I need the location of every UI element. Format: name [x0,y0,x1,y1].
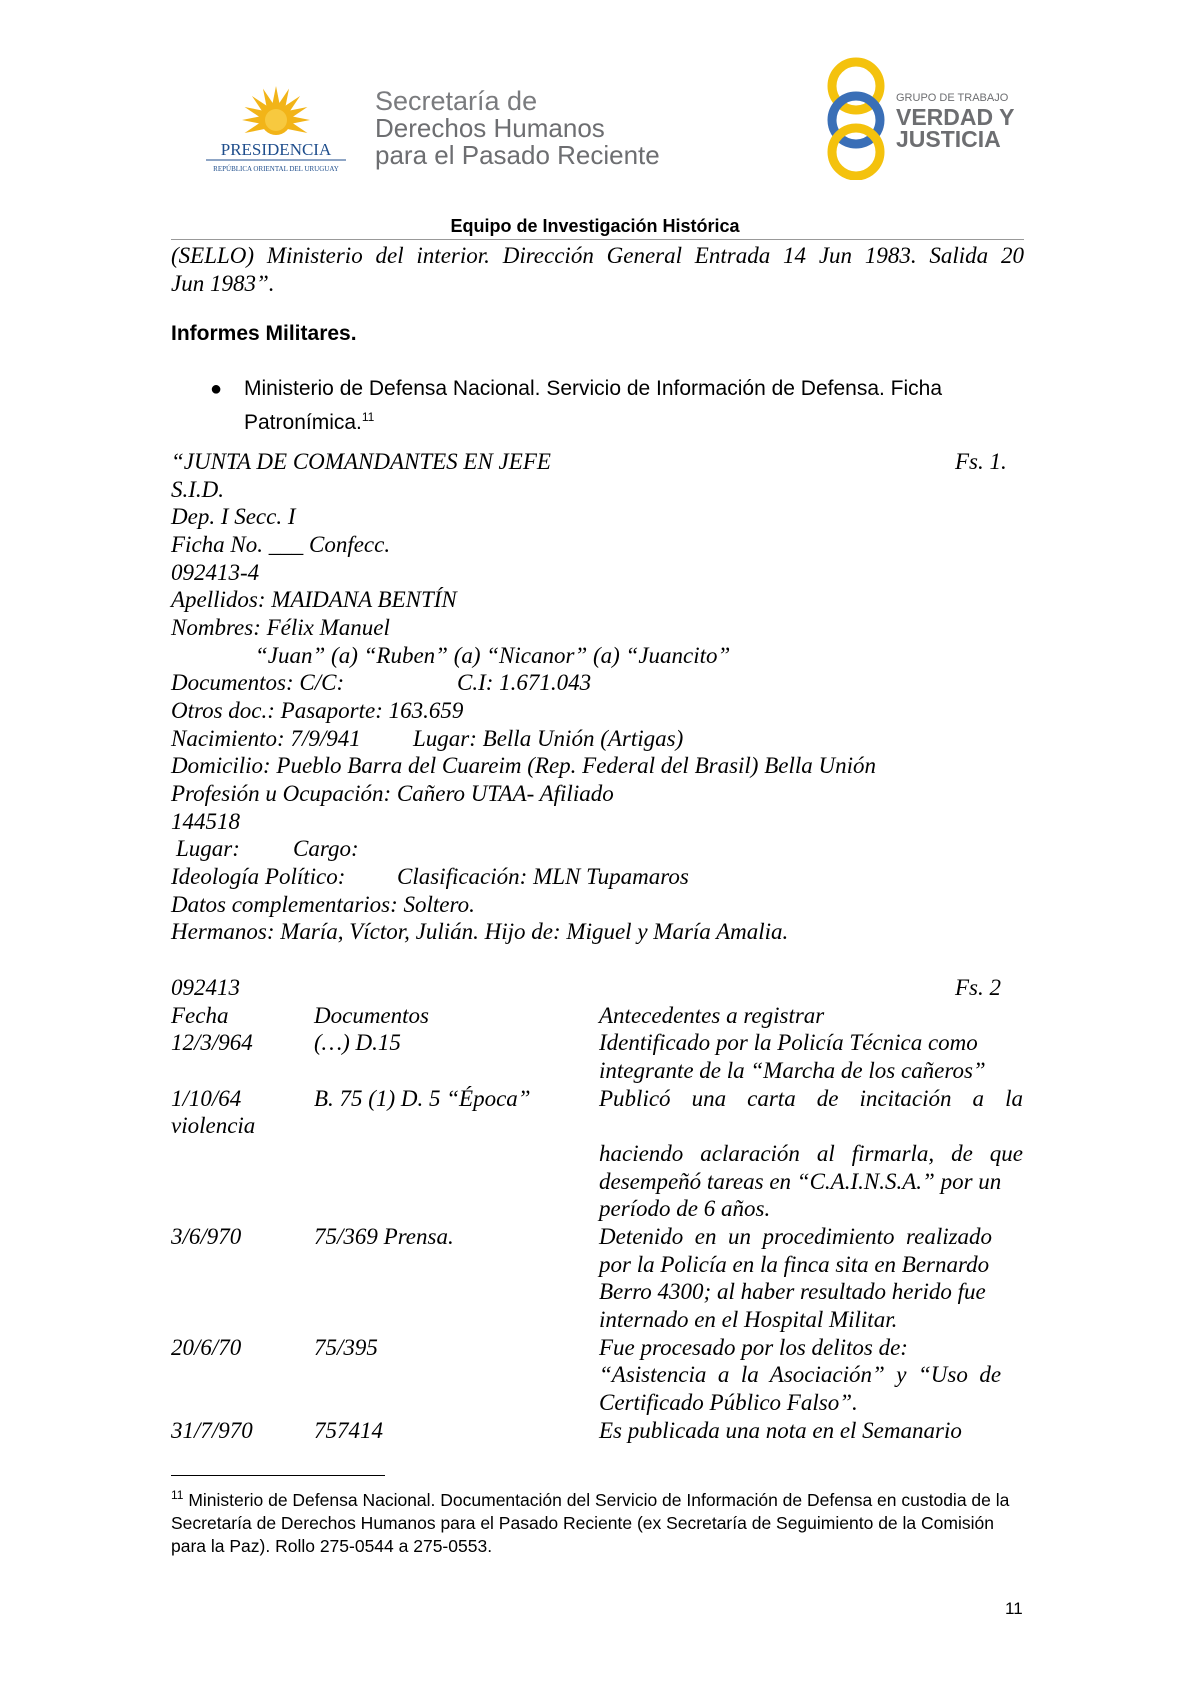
row2-fecha: 1/10/64 [171,1086,242,1111]
secretaria-line-3: para el Pasado Reciente [375,140,660,170]
ficha-dep: Dep. I Secc. I [171,504,296,529]
secretaria-logo-text [375,88,660,169]
row2-doc: B. 75 (1) D. 5 “Época” [314,1086,531,1111]
header-divider [171,239,1024,240]
svg-text:REPÚBLICA ORIENTAL DEL URUGUAY: REPÚBLICA ORIENTAL DEL URUGUAY [213,165,339,173]
ficha-number-2: 144518 [171,809,240,834]
footnote-divider [171,1475,385,1476]
bullet-icon: ● [210,378,223,400]
row1-fecha: 12/3/964 [171,1030,253,1055]
secretaria-line-2: Derechos Humanos [375,113,605,143]
footnote-number: 11 [171,1488,184,1502]
row2-antecedente-2: haciendo aclaración al firmarla, de que [599,1141,1023,1166]
intro-line-2: Jun 1983”. [171,271,275,296]
footnote-text: Ministerio de Defensa Nacional. Documentación del Servicio de Información de Defensa en custodia de la Secretaría de Derechos Humanos para el Pasado Reciente (ex Secretaría de Seguimiento de la Comisión para la Paz). Rollo 275-0544 a 275-0553. [171,1489,1010,1556]
svg-text:VERDAD Y: VERDAD Y [896,104,1015,130]
row2-antecedente-0: violencia [171,1113,256,1138]
row3-fecha: 3/6/970 [171,1224,242,1249]
row5-doc: 757414 [314,1418,383,1443]
secretaria-line-1: Secretaría de [375,86,538,116]
row5-antecedente-1: Es publicada una nota en el Semanario [599,1418,962,1443]
svg-text:JUSTICIA: JUSTICIA [896,126,1001,152]
ficha-domicilio: Domicilio: Pueblo Barra del Cuareim (Rep. Federal del Brasil) Bella Unión [171,753,876,778]
fs2-number: 092413 [171,975,240,1000]
footnote [171,1484,1024,1558]
row2-antecedente-3: desempeñó tareas en “C.A.I.N.S.A.” por un [599,1169,1002,1194]
row3-antecedente-4: internado en el Hospital Militar. [599,1307,898,1332]
row5-fecha: 31/7/970 [171,1418,253,1443]
ficha-nacimiento: Nacimiento: 7/9/941 [171,726,361,751]
row4-antecedente-2: “Asistencia a la Asociación” y “Uso de [599,1362,1002,1387]
ficha-datos: Datos complementarios: Soltero. [171,892,475,917]
sun-emblem-icon [196,82,356,182]
row1-doc: (…) D.15 [314,1030,401,1055]
presidencia-logo [196,82,356,182]
row4-antecedente-3: Certificado Público Falso”. [599,1390,858,1415]
ficha-ci: C.I: 1.671.043 [457,670,592,695]
row4-doc: 75/395 [314,1335,378,1360]
row4-antecedente-1: Fue procesado por los delitos de: [599,1335,908,1360]
ficha-lugar: Lugar: [176,836,240,861]
page-number: 11 [1005,1599,1023,1618]
bullet-text: Ministerio de Defensa Nacional. Servicio de Información de Defensa. Ficha Patronímica. [244,377,943,434]
row3-antecedente-1: Detenido en un procedimiento realizado [599,1224,993,1249]
svg-text:PRESIDENCIA: PRESIDENCIA [220,140,332,159]
bullet-item [244,375,1024,437]
row4-fecha: 20/6/70 [171,1335,242,1360]
ficha-hermanos: Hermanos: María, Víctor, Julián. Hijo de: Miguel y María Amalia. [171,919,789,944]
footnote-ref: 11 [361,410,375,424]
ficha-alias: “Juan” (a) “Ruben” (a) “Nicanor” (a) “Juancito” [255,643,731,668]
ficha-nombres: Nombres: Félix Manuel [171,615,390,640]
ficha-apellidos: Apellidos: MAIDANA BENTÍN [171,587,457,612]
row3-doc: 75/369 Prensa. [314,1224,454,1249]
ficha-profesion: Profesión u Ocupación: Cañero UTAA- Afiliado [171,781,614,806]
row2-antecedente-4: período de 6 años. [599,1196,771,1221]
ficha-fs1: Fs. 1. [955,449,1007,474]
ficha-junta: “JUNTA DE COMANDANTES EN JEFE [171,449,551,474]
svg-text:GRUPO DE TRABAJO: GRUPO DE TRABAJO [896,92,1009,104]
ficha-sid: S.I.D. [171,477,225,502]
row1-antecedente-2: integrante de la “Marcha de los cañeros” [599,1058,986,1083]
ficha-number-label: Ficha No. ___ Confecc. [171,532,391,557]
ficha-otros-doc: Otros doc.: Pasaporte: 163.659 [171,698,464,723]
ficha-ideologia: Ideología Político: [171,864,346,889]
ficha-cargo: Cargo: [293,836,359,861]
chain-rings-icon [822,56,1032,180]
ficha-lugar-nacimiento: Lugar: Bella Unión (Artigas) [413,726,684,751]
row1-antecedente-1: Identificado por la Policía Técnica como [599,1030,978,1055]
section-heading: Informes Militares. [171,322,357,345]
verdad-justicia-logo [822,56,1032,180]
row2-antecedente-1: Publicó una carta de incitación a la [599,1086,1023,1111]
row3-antecedente-2: por la Policía en la finca sita en Bernardo [599,1252,990,1277]
col-antecedentes: Antecedentes a registrar [599,1003,825,1028]
ficha-clasificacion: Clasificación: MLN Tupamaros [397,864,689,889]
ficha-number: 092413-4 [171,560,260,585]
row3-antecedente-3: Berro 4300; al haber resultado herido fue [599,1279,986,1304]
intro-line-1: (SELLO) Ministerio del interior. Dirección General Entrada 14 Jun 1983. Salida 20 [171,243,1024,268]
header-team-title: Equipo de Investigación Histórica [450,216,740,236]
col-documentos: Documentos [314,1003,429,1028]
fs2-page: Fs. 2 [955,975,1001,1000]
ficha-documentos: Documentos: C/C: [171,670,345,695]
col-fecha: Fecha [171,1003,229,1028]
